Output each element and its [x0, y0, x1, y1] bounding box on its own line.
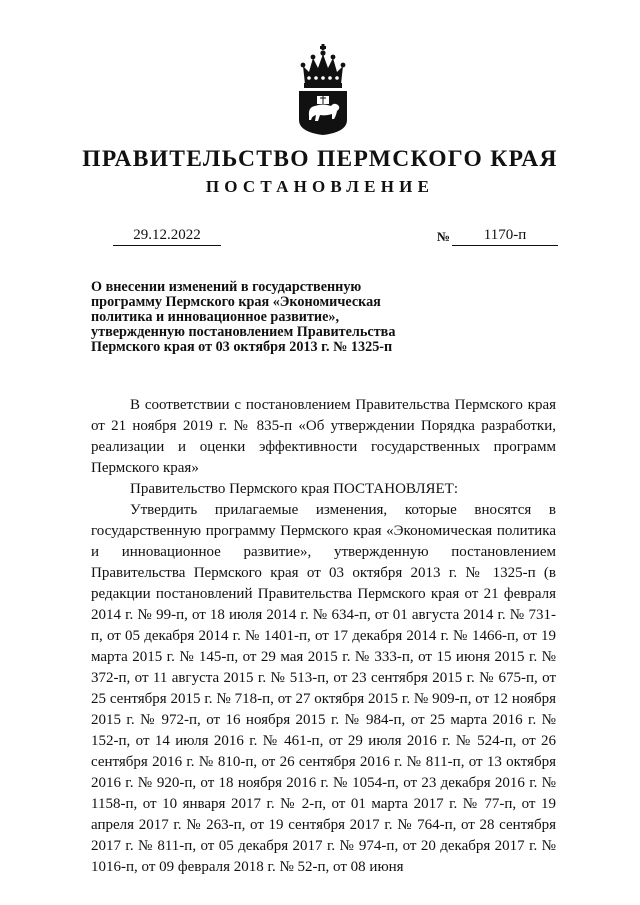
subject-line: О внесении изменений в государственную [91, 279, 362, 295]
subject-line: политика и инновационное развитие», [91, 309, 340, 325]
preamble-paragraph: В соответствии с постановлением Правительства Пермского края от 21 ноября 2019 г. № 835-п «Об утверждении Порядка разработки, реализации и оценки эффективности государственных программ Пермского края» [91, 397, 556, 476]
government-title: ПРАВИТЕЛЬСТВО ПЕРМСКОГО КРАЯ [82, 146, 558, 172]
document-subject [91, 280, 431, 355]
document-number: 1170-п [452, 226, 558, 246]
document-body [91, 395, 556, 878]
document-type: ПОСТАНОВЛЕНИЕ [205, 177, 435, 196]
resolution-paragraph: Утвердить прилагаемые изменения, которые вносятся в государственную программу Пермского края «Экономическая политика и инновационное развитие», утвержденную постановлением Правительства Пермского края от 03 октября 2013 г. № 1325-п (в редакции постановлений Правительства Пермского края от 21 февраля 2014 г. № 99-п, от 18 июля 2014 г. № 634-п, от 01 августа 2014 г. № 731-п, от 05 декабря 2014 г. № 1401-п, от 17 декабря 2014 г. № 1466-п, от 19 марта 2015 г. № 145-п, от 29 мая 2015 г. № 333-п, от 15 июня 2015 г. № 372-п, от 11 августа 2015 г. № 513-п, от 23 сентября 2015 г. № 675-п, от 25 сентября 2015 г. № 718-п, от 27 октября 2015 г. № 909-п, от 12 ноября 2015 г. № 972-п, от 16 ноября 2015 г. № 984-п, от 25 марта 2016 г. № 152-п, от 14 июля 2016 г. № 461-п, от 29 июля 2016 г. № 524-п, от 26 сентября 2016 г. № 810-п, от 26 сентября 2016 г. № 811-п, от 13 октября 2016 г. № 920-п, от 18 ноября 2016 г. № 1054-п, от 23 декабря 2016 г. № 1158-п, от 10 января 2017 г. № 2-п, от 01 марта 2017 г. № 77-п, от 19 апреля 2017 г. № 263-п, от 19 сентября 2017 г. № 764-п, от 28 сентября 2017 г. № 811-п, от 05 декабря 2017 г. № 974-п, от 20 декабря 2017 г. № 1016-п, от 09 февраля 2018 г. № 52-п, от 08 июня [91, 502, 556, 875]
document-date: 29.12.2022 [113, 226, 221, 246]
perm-krai-coat-of-arms-icon [293, 44, 353, 136]
resolution-statement: Правительство Пермского края ПОСТАНОВЛЯЕТ: [130, 481, 459, 497]
subject-line: Пермского края от 03 октября 2013 г. № 1325-п [91, 339, 393, 355]
number-sign: № [437, 229, 451, 244]
subject-line: программу Пермского края «Экономическая [91, 294, 381, 310]
subject-line: утвержденную постановлением Правительства [91, 324, 396, 340]
